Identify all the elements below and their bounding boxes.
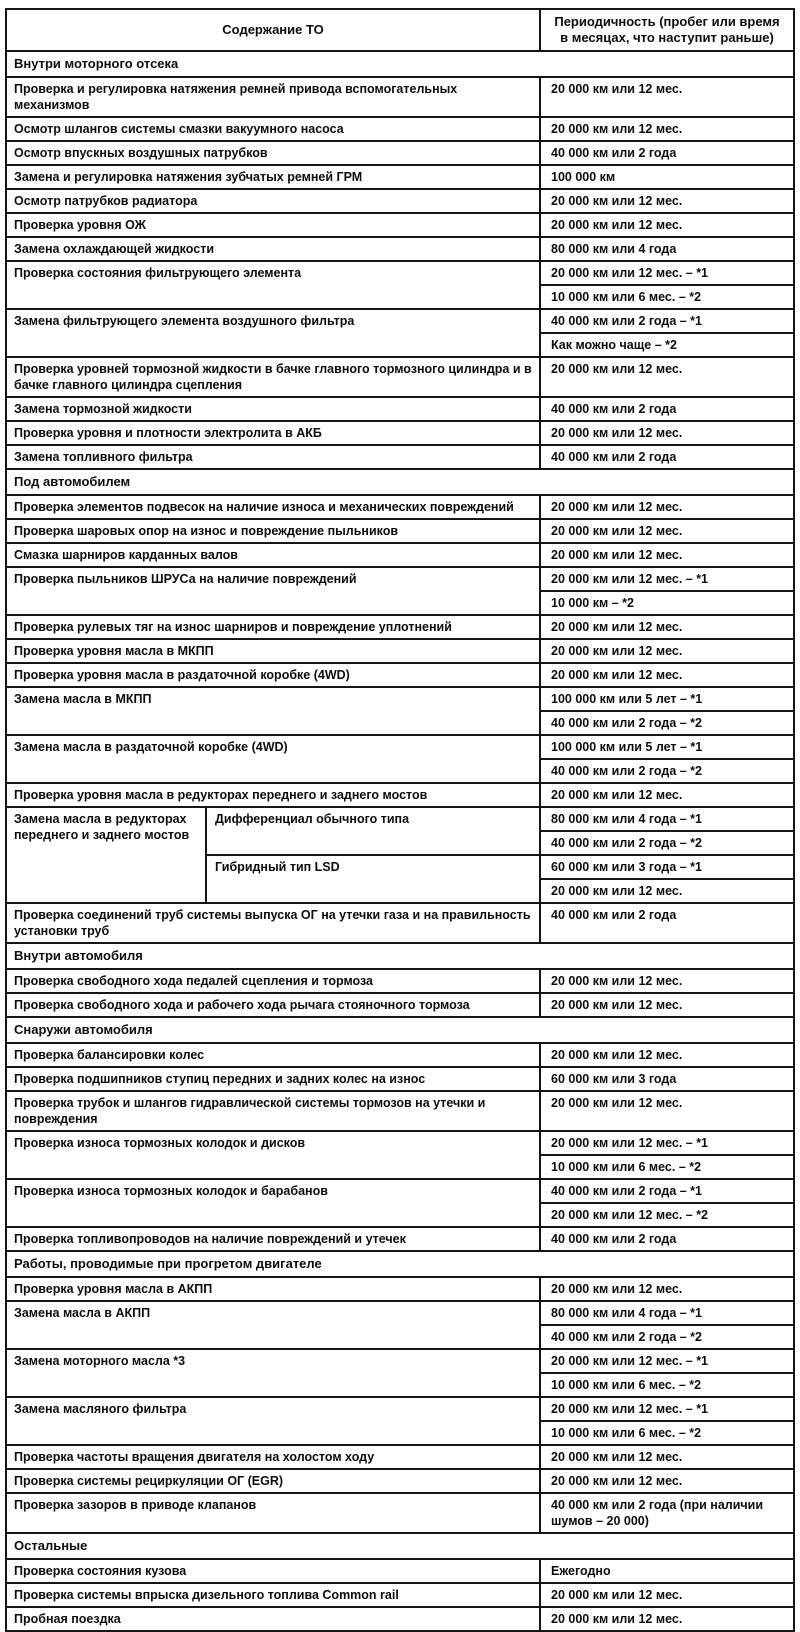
header-period-column: Периодичность (пробег или время в месяцах, что наступит раньше) <box>554 14 780 45</box>
period-column <box>541 238 793 260</box>
task-cell: Проверка балансировки колес <box>7 1044 541 1066</box>
period-column <box>541 496 793 518</box>
period-cell: 20 000 км или 12 мес. <box>551 524 683 538</box>
task-cell: Проверка рулевых тяг на износ шарниров и повреждение уплотнений <box>7 616 541 638</box>
period-cell: 20 000 км или 12 мес. <box>551 620 683 634</box>
task-row <box>7 542 793 566</box>
period-cell: 20 000 км или 12 мес. <box>551 1474 683 1488</box>
period-column <box>541 1180 793 1226</box>
period-column <box>541 1494 793 1532</box>
task-cell: Замена масла в редукторах переднего и заднего мостов <box>7 808 207 902</box>
task-cell: Проверка уровня ОЖ <box>7 214 541 236</box>
task-row <box>7 1558 793 1582</box>
period-cell: 10 000 км или 6 мес. – *2 <box>541 1372 793 1396</box>
period-cell: 100 000 км или 5 лет – *1 <box>551 740 703 754</box>
period-cell: 10 000 км или 6 мес. – *2 <box>541 1420 793 1444</box>
period-column <box>541 568 793 614</box>
period-column <box>541 616 793 638</box>
task-row <box>7 1042 793 1066</box>
period-cell: 20 000 км или 12 мес. <box>551 1612 683 1626</box>
period-cell: 80 000 км или 4 года <box>551 242 677 256</box>
task-cell: Проверка свободного хода и рабочего хода рычага стояночного тормоза <box>7 994 541 1016</box>
variant-cell: Дифференциал обычного типа <box>207 808 541 854</box>
task-row <box>7 806 793 902</box>
period-column <box>541 1350 793 1396</box>
task-row <box>7 1300 793 1348</box>
task-row <box>7 1468 793 1492</box>
period-column <box>541 1560 793 1582</box>
task-row <box>7 614 793 638</box>
task-row <box>7 638 793 662</box>
task-cell: Замена масла в раздаточной коробке (4WD) <box>7 736 541 782</box>
period-cell: 20 000 км или 12 мес. <box>551 1096 683 1110</box>
task-cell: Проверка износа тормозных колодок и дисков <box>7 1132 541 1178</box>
period-column <box>541 640 793 662</box>
task-cell: Проверка подшипников ступиц передних и задних колес на износ <box>7 1068 541 1090</box>
task-cell: Проверка состояния кузова <box>7 1560 541 1582</box>
period-column <box>541 1068 793 1090</box>
task-cell: Проверка износа тормозных колодок и барабанов <box>7 1180 541 1226</box>
section-header-row: Внутри моторного отсека <box>7 50 793 76</box>
section-header-row: Снаружи автомобиля <box>7 1016 793 1042</box>
period-cell: 40 000 км или 2 года <box>551 450 677 464</box>
task-row <box>7 212 793 236</box>
task-cell: Замена фильтрующего элемента воздушного фильтра <box>7 310 541 356</box>
variant-group <box>207 808 793 902</box>
period-column <box>541 118 793 140</box>
task-row <box>7 494 793 518</box>
period-column <box>541 808 793 854</box>
task-row <box>7 968 793 992</box>
period-cell: 20 000 км или 12 мес. <box>551 122 683 136</box>
period-column <box>541 422 793 444</box>
task-cell: Проверка частоты вращения двигателя на холостом ходу <box>7 1446 541 1468</box>
task-row <box>7 1492 793 1532</box>
period-cell: 20 000 км или 12 мес. <box>551 1450 683 1464</box>
header-content-column: Содержание ТО <box>7 10 541 50</box>
period-column <box>541 1092 793 1130</box>
period-cell: 20 000 км или 12 мес. <box>551 788 683 802</box>
task-row <box>7 188 793 212</box>
task-cell: Проверка уровня и плотности электролита в АКБ <box>7 422 541 444</box>
task-cell: Замена и регулировка натяжения зубчатых ремней ГРМ <box>7 166 541 188</box>
task-row <box>7 76 793 116</box>
task-row <box>7 1348 793 1396</box>
period-column <box>541 904 793 942</box>
period-column <box>541 856 793 902</box>
period-column <box>541 1132 793 1178</box>
section-header-row: Под автомобилем <box>7 468 793 494</box>
period-column <box>541 1584 793 1606</box>
task-row <box>7 992 793 1016</box>
period-cell: 40 000 км или 2 года (при наличии шумов – 20 000) <box>551 1498 764 1528</box>
period-cell: 40 000 км или 2 года <box>551 908 677 922</box>
task-cell: Проверка уровня масла в редукторах переднего и заднего мостов <box>7 784 541 806</box>
table-header-row <box>7 10 793 50</box>
task-row <box>7 1396 793 1444</box>
task-row <box>7 140 793 164</box>
task-cell: Проверка пыльников ШРУСа на наличие повреждений <box>7 568 541 614</box>
task-cell: Проверка топливопроводов на наличие повреждений и утечек <box>7 1228 541 1250</box>
period-column <box>541 166 793 188</box>
variant-row <box>207 808 793 854</box>
task-cell: Замена моторного масла *3 <box>7 1350 541 1396</box>
period-cell: 40 000 км или 2 года – *1 <box>551 314 703 328</box>
period-column <box>541 1608 793 1630</box>
task-row <box>7 308 793 356</box>
period-cell: 20 000 км или 12 мес. – *1 <box>551 1136 709 1150</box>
period-cell: 80 000 км или 4 года – *1 <box>551 812 703 826</box>
period-cell: 20 000 км или 12 мес. <box>551 1282 683 1296</box>
period-column <box>541 358 793 396</box>
task-row <box>7 686 793 734</box>
task-cell: Проверка свободного хода педалей сцепления и тормоза <box>7 970 541 992</box>
period-column <box>541 1044 793 1066</box>
period-cell: 60 000 км или 3 года <box>551 1072 677 1086</box>
task-row <box>7 260 793 308</box>
task-cell: Смазка шарниров карданных валов <box>7 544 541 566</box>
period-cell: 20 000 км или 12 мес. <box>551 668 683 682</box>
table-body <box>7 50 793 1630</box>
task-cell: Осмотр впускных воздушных патрубков <box>7 142 541 164</box>
period-column <box>541 1398 793 1444</box>
task-row <box>7 1444 793 1468</box>
period-cell: 20 000 км или 12 мес. <box>551 1588 683 1602</box>
task-cell: Проверка элементов подвесок на наличие износа и механических повреждений <box>7 496 541 518</box>
task-cell: Проверка соединений труб системы выпуска ОГ на утечки газа и на правильность установки труб <box>7 904 541 942</box>
section-header-row: Работы, проводимые при прогретом двигателе <box>7 1250 793 1276</box>
task-cell: Проверка системы рециркуляции ОГ (EGR) <box>7 1470 541 1492</box>
task-cell: Замена масла в МКПП <box>7 688 541 734</box>
period-cell: 40 000 км или 2 года <box>551 146 677 160</box>
period-cell: 20 000 км или 12 мес. – *2 <box>541 1202 793 1226</box>
period-cell: 20 000 км или 12 мес. <box>551 194 683 208</box>
task-cell: Проверка шаровых опор на износ и повреждение пыльников <box>7 520 541 542</box>
period-column <box>541 1278 793 1300</box>
task-row <box>7 1606 793 1630</box>
task-cell: Проверка трубок и шлангов гидравлической системы тормозов на утечки и повреждения <box>7 1092 541 1130</box>
task-row <box>7 396 793 420</box>
section-header-row: Внутри автомобиля <box>7 942 793 968</box>
task-cell: Проверка системы впрыска дизельного топлива Common rail <box>7 1584 541 1606</box>
period-cell: 80 000 км или 4 года – *1 <box>551 1306 703 1320</box>
period-cell: 10 000 км или 6 мес. – *2 <box>541 284 793 308</box>
task-cell: Проверка уровня масла в АКПП <box>7 1278 541 1300</box>
task-row <box>7 734 793 782</box>
task-row <box>7 1130 793 1178</box>
task-row <box>7 1276 793 1300</box>
task-row <box>7 236 793 260</box>
task-row <box>7 782 793 806</box>
task-cell: Проверка уровня масла в МКПП <box>7 640 541 662</box>
period-column <box>541 398 793 420</box>
period-cell: 20 000 км или 12 мес. <box>541 878 793 902</box>
period-cell: 100 000 км или 5 лет – *1 <box>551 692 703 706</box>
task-row <box>7 902 793 942</box>
period-cell: 20 000 км или 12 мес. – *1 <box>551 572 709 586</box>
task-cell: Проверка и регулировка натяжения ремней привода вспомогательных механизмов <box>7 78 541 116</box>
period-cell: 40 000 км или 2 года – *2 <box>541 1324 793 1348</box>
period-column <box>541 994 793 1016</box>
period-column <box>541 970 793 992</box>
task-cell: Проверка зазоров в приводе клапанов <box>7 1494 541 1532</box>
task-row <box>7 518 793 542</box>
period-cell: 20 000 км или 12 мес. – *1 <box>551 266 709 280</box>
section-header-row: Остальные <box>7 1532 793 1558</box>
period-cell: 20 000 км или 12 мес. <box>551 82 683 96</box>
period-column <box>541 1228 793 1250</box>
period-column <box>541 736 793 782</box>
period-column <box>541 1470 793 1492</box>
period-cell: 20 000 км или 12 мес. <box>551 218 683 232</box>
period-cell: 40 000 км или 2 года – *2 <box>541 710 793 734</box>
period-column <box>541 1446 793 1468</box>
period-column <box>541 520 793 542</box>
period-column <box>541 544 793 566</box>
period-cell: Ежегодно <box>551 1564 611 1578</box>
task-row <box>7 566 793 614</box>
task-row <box>7 1066 793 1090</box>
period-cell: 20 000 км или 12 мес. <box>551 426 683 440</box>
task-cell: Замена тормозной жидкости <box>7 398 541 420</box>
period-column <box>541 142 793 164</box>
period-cell: 40 000 км или 2 года <box>551 402 677 416</box>
period-cell: 20 000 км или 12 мес. <box>551 644 683 658</box>
period-column <box>541 446 793 468</box>
task-row <box>7 1090 793 1130</box>
period-cell: 20 000 км или 12 мес. <box>551 548 683 562</box>
variant-cell: Гибридный тип LSD <box>207 856 541 902</box>
task-cell: Проверка уровня масла в раздаточной коробке (4WD) <box>7 664 541 686</box>
task-row <box>7 662 793 686</box>
period-cell: 10 000 км – *2 <box>541 590 793 614</box>
period-cell: 20 000 км или 12 мес. – *1 <box>551 1402 709 1416</box>
period-column <box>541 664 793 686</box>
maintenance-schedule-table <box>5 8 795 1632</box>
task-cell: Замена охлаждающей жидкости <box>7 238 541 260</box>
period-cell: 40 000 км или 2 года – *2 <box>541 830 793 854</box>
task-cell: Замена топливного фильтра <box>7 446 541 468</box>
period-cell: 40 000 км или 2 года <box>551 1232 677 1246</box>
task-cell: Пробная поездка <box>7 1608 541 1630</box>
period-cell: 20 000 км или 12 мес. – *1 <box>551 1354 709 1368</box>
period-cell: 20 000 км или 12 мес. <box>551 974 683 988</box>
period-cell: 40 000 км или 2 года – *1 <box>551 1184 703 1198</box>
task-cell: Осмотр шлангов системы смазки вакуумного насоса <box>7 118 541 140</box>
task-row <box>7 116 793 140</box>
period-cell: 20 000 км или 12 мес. <box>551 500 683 514</box>
period-column <box>541 688 793 734</box>
task-row <box>7 356 793 396</box>
period-cell: 20 000 км или 12 мес. <box>551 362 683 376</box>
period-column <box>541 784 793 806</box>
task-cell: Проверка уровней тормозной жидкости в бачке главного тормозного цилиндра и в бачке главного цилиндра сцепления <box>7 358 541 396</box>
period-column <box>541 78 793 116</box>
task-cell: Замена масляного фильтра <box>7 1398 541 1444</box>
task-cell: Осмотр патрубков радиатора <box>7 190 541 212</box>
period-cell: Как можно чаще – *2 <box>541 332 793 356</box>
task-cell: Проверка состояния фильтрующего элемента <box>7 262 541 308</box>
period-cell: 10 000 км или 6 мес. – *2 <box>541 1154 793 1178</box>
period-column <box>541 1302 793 1348</box>
task-row <box>7 1226 793 1250</box>
period-column <box>541 214 793 236</box>
task-cell: Замена масла в АКПП <box>7 1302 541 1348</box>
task-row <box>7 444 793 468</box>
period-cell: 20 000 км или 12 мес. <box>551 1048 683 1062</box>
period-column <box>541 190 793 212</box>
period-cell: 20 000 км или 12 мес. <box>551 998 683 1012</box>
variant-row <box>207 854 793 902</box>
period-cell: 100 000 км <box>551 170 616 184</box>
task-row <box>7 1582 793 1606</box>
period-cell: 40 000 км или 2 года – *2 <box>541 758 793 782</box>
period-column <box>541 262 793 308</box>
task-row <box>7 420 793 444</box>
task-row <box>7 164 793 188</box>
period-column <box>541 310 793 356</box>
task-row <box>7 1178 793 1226</box>
period-cell: 60 000 км или 3 года – *1 <box>551 860 703 874</box>
